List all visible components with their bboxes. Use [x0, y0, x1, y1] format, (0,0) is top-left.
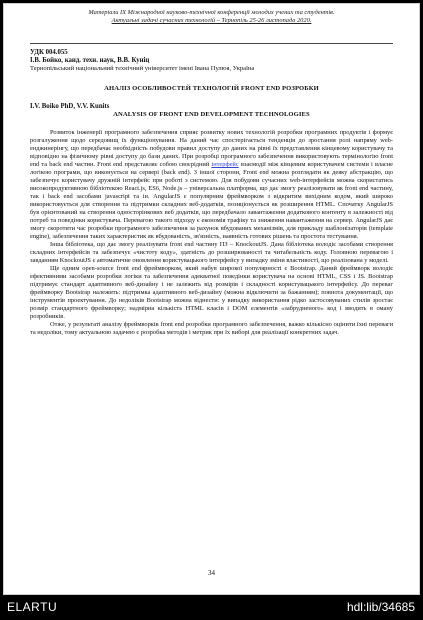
- page-number: 34: [208, 569, 215, 577]
- article-content: [30, 49, 393, 337]
- header-line-2: Актуальні задачі сучасних технологій – Тернопіль 25-26 листопада 2020.: [111, 17, 312, 24]
- handle-id: hdl:lib/34685: [346, 600, 415, 614]
- paragraph-2: Інша бібліотека, що дає змогу реалізувати front end частину ПЗ – KnockoutJS. Дана бібліотека володіє засобами створення складних інтерфейсів та забезпечує «чистоту коду», здатність до розширюваності та читабельність коду. Головною перевагою і завданням KnockoutJS є автоматичне оновлення користувацького інтерфейсу у випадку зміни властивості, що реалізована у моделі.: [30, 241, 393, 264]
- paragraph-1: [30, 129, 393, 241]
- title-english: ANALYSIS OF FRONT END DEVELOPMENT TECHNOLOGIES: [113, 111, 310, 118]
- interface-link[interactable]: інтерфейс: [211, 161, 239, 168]
- paragraph-4: Отже, у результаті аналізу фреймворків front end розробки програмного забезпечення, важко кількісно оцінити їхні переваги та недоліки, тому актуальною задачею є розробка методів і метрик при їх виборі для реалізації конкретних задач.: [30, 321, 393, 336]
- article-body: [30, 129, 393, 337]
- paragraph-1-text-a: Розвиток інженерії програмного забезпечення сприяє розвитку нових технологій розробки програмних продуктів і формує розгалуження щодо середовищ їх функціонування. На даний час спостерігається тенденція до зростання ролі напряму web-енджинерінгу, що передбачає необхідність побудови правил доступу до даних на рівні їх представлення кінцевому користувачу та відповідно на фізичному рівні доступу до бази даних. При розробці програмного забезпечення використовують термінологію front end та back end частин. Front end представляє собою своєрідний: [30, 129, 393, 168]
- conference-header: [30, 9, 393, 25]
- paragraph-1-text-b: взаємодії між кінцевим користувачем системи і власне логікою програми, що виконується на сервері (back end). З іншої сторони, Front end можна розглядати як деяку абстракцію, що забезпечує користувачу дружній інтерфейс при роботі з системою. Для побудови сучасних web-інтерфейсів можна скористатись високопродуктивною бібліотекою React.js, ES6, Node.js – універсальна платформа, що дає змогу реалізовувати як front end частину, так і back end засобами javascript та ін. AngularJS є популярним фреймворком з відкритим вихідним кодом, який широко використовується для створення та підтримки складних веб-додатків, позиціонується як розширення HTML. Спочатку AngularJS був орієнтований на створення односторінкових веб додатків, що передбачало завантаження додаткового контенту в залежності від потреб та поведінки користувача. Перевагою такого підходу є економія трафіку та зниження навантаження на сервер. AngularJS дає змогу скоротити час розробки програмного забезпечення за рахунок вбудованих механізмів, для прикладу шаблонізаторів (template engine), забезпечення таких характеристик як вбудованість, зв'язність, наявність готових рішень та простота тестування.: [30, 161, 393, 240]
- footer-bar: [0, 596, 423, 620]
- header-divider: [30, 43, 393, 44]
- authors-english: I.V. Boiko PhD, V.V. Kunits: [30, 103, 110, 110]
- document-page: [3, 3, 420, 595]
- udk-code: УДК 004.055: [30, 49, 68, 56]
- repository-label: ELARTU: [7, 600, 58, 614]
- paragraph-3: Ще одним open-source front end фреймворком, який набув широкої популярності є Bootstrap. Даний фреймворк володіє ефективними засобами розробки логіки та забезпечення адекватної поведінки користувача на основі HTML, CSS і JS. Bootstrap підтримує стандарт адаптивного веб-дизайну і не залежить від розмірів і складності користувацького інтерфейсу. До переваг фреймворку Bootstrap належить: підтримка адаптивного веб-дизайну (можна відключити за бажанням); повнота документації, що інструментів проектування. До недоліків Bootstrap можна віднести: у випадку використання рідко застосовуваних стилів зростає розмір стандартного фреймворку; надмірна кількість HTML класів і DOM елементів «забрудненого» код і вводить в оману розробників.: [30, 265, 393, 320]
- author-affiliation: Тернопільський національний технічний університет імені Івана Пулюя, Україна: [30, 65, 255, 72]
- header-line-1: Матеріали IX Міжнародної науково-технічної конференції молодих учених та студентів.: [88, 9, 335, 16]
- title-ukrainian: АНАЛІЗ ОСОБЛИВОСТЕЙ ТЕХНОЛОГІЙ FRONT END РОЗРОБКИ: [104, 85, 319, 92]
- authors-ukrainian: І.В. Бойко, канд. техн. наук, В.В. Куніц: [30, 57, 150, 64]
